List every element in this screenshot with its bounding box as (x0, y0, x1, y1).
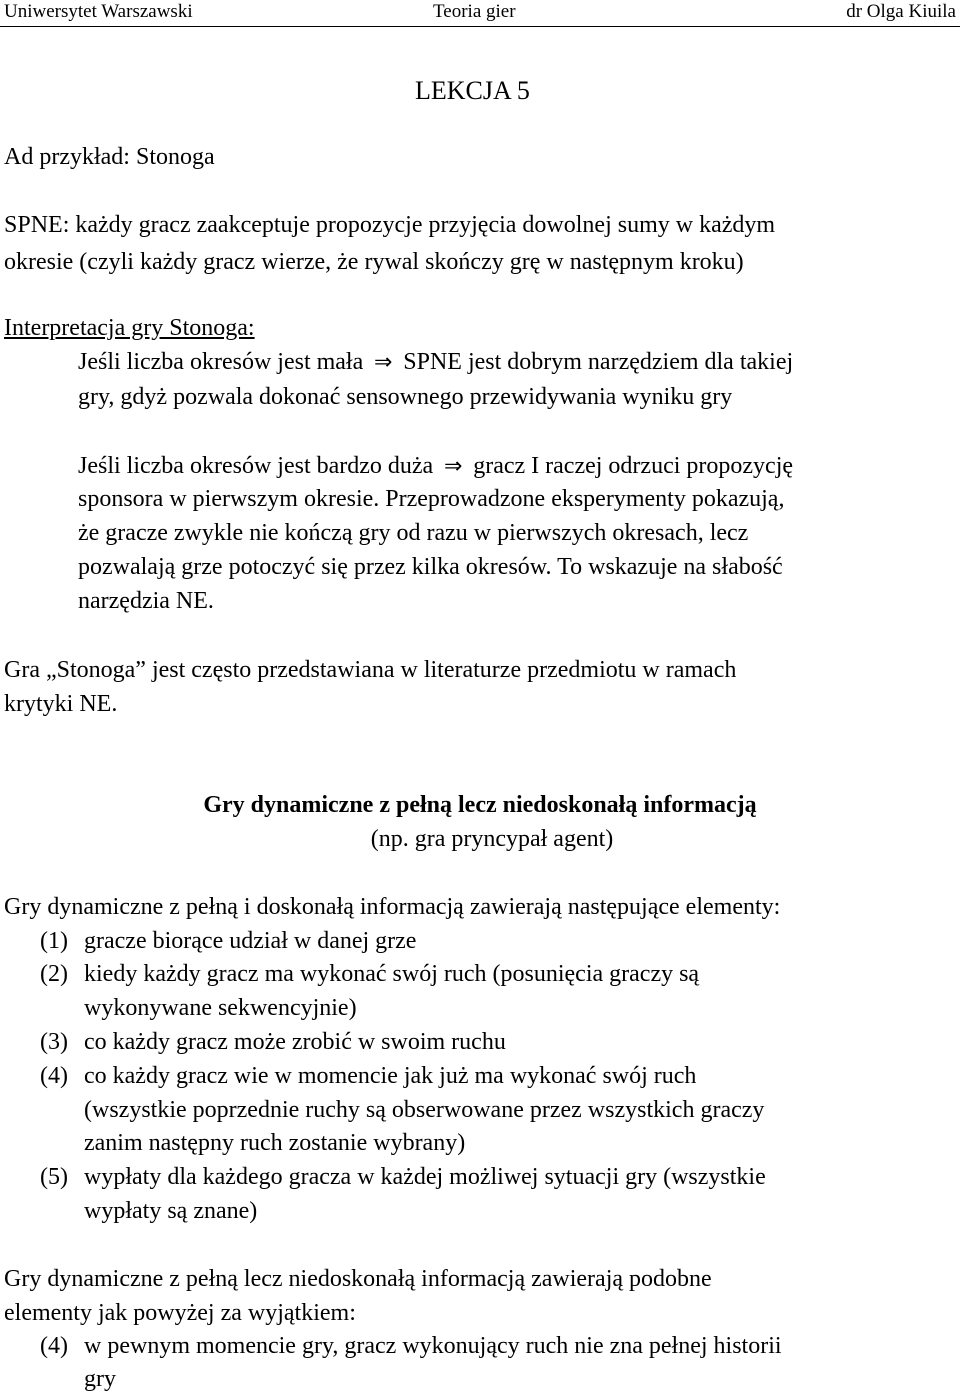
interpretation-p2-line-4: pozwalają grze potoczyć się przez kilka okresów. To wskazuje na słabość (78, 554, 783, 580)
interpretation-p2-line-1 (78, 449, 793, 484)
interpretation-p2-line-2: sponsora w pierwszym okresie. Przeprowadzone eksperymenty pokazują, (78, 486, 785, 512)
spne-line-2: okresie (czyli każdy gracz wierze, że rywal skończy grę w następnym kroku) (4, 249, 744, 275)
list-item-text: co każdy gracz może zrobić w swoim ruchu (84, 1029, 506, 1055)
imperfect-list-item-4 (40, 1329, 782, 1363)
example-title: Ad przykład: Stonoga (4, 144, 215, 170)
section-subtitle: (np. gra pryncypał agent) (370, 826, 614, 852)
list-item-4 (40, 1059, 696, 1093)
page-header (0, 0, 960, 24)
interpretation-p1-line-1 (78, 345, 793, 380)
header-rule (0, 26, 960, 27)
list-item-number: (5) (40, 1164, 68, 1190)
interpretation-p1-line-2: gry, gdyż pozwala dokonać sensownego przewidywania wyniku gry (78, 384, 733, 410)
header-course: Teoria gier (433, 1, 516, 22)
header-university: Uniwersytet Warszawski (4, 1, 193, 22)
list-item-number: (4) (40, 1333, 68, 1359)
p1-condition: Jeśli liczba okresów jest mała (78, 349, 364, 375)
header-author: dr Olga Kiuila (846, 1, 956, 22)
list-item-text: co każdy gracz wie w momencie jak już ma wykonać swój ruch (84, 1063, 697, 1089)
spne-line-1: SPNE: każdy gracz zaakceptuje propozycje przyjęcia dowolnej sumy w każdym (4, 212, 776, 238)
imperfect-info-intro-2: elementy jak powyżej za wyjątkiem: (4, 1300, 356, 1326)
list-item-text: gracze biorące udział w danej grze (84, 928, 417, 954)
list-item-number: (4) (40, 1063, 68, 1089)
interpretation-p2-line-3: że gracze zwykle nie kończą gry od razu w pierwszych okresach, lecz (78, 520, 749, 546)
list-item-text: kiedy każdy gracz ma wykonać swój ruch (posunięcia graczy są (84, 961, 700, 987)
list-item-number: (1) (40, 928, 68, 954)
lesson-title: LEKCJA 5 (415, 76, 530, 105)
interpretation-title: Interpretacja gry Stonoga: (4, 315, 255, 341)
perfect-info-intro: Gry dynamiczne z pełną i doskonałą informacją zawierają następujące elementy: (4, 894, 781, 920)
section-title: Gry dynamiczne z pełną lecz niedoskonałą informacją (203, 792, 757, 818)
list-item-2-continuation: wykonywane sekwencyjnie) (84, 995, 357, 1021)
list-item-1 (40, 924, 416, 958)
implies-arrow-icon: ⇒ (374, 350, 393, 375)
list-item-5 (40, 1160, 766, 1194)
list-item-4-continuation-2: zanim następny ruch zostanie wybrany) (84, 1130, 466, 1156)
implies-arrow-icon: ⇒ (444, 454, 463, 479)
criticism-line-1: Gra „Stonoga” jest często przedstawiana w literaturze przedmiotu w ramach (4, 657, 737, 683)
imperfect-list-item-4-continuation: gry (84, 1366, 116, 1392)
list-item-2 (40, 957, 699, 991)
p1-conclusion: SPNE jest dobrym narzędziem dla takiej (403, 349, 794, 375)
criticism-line-2: krytyki NE. (4, 691, 118, 717)
list-item-number: (3) (40, 1029, 68, 1055)
list-item-4-continuation-1: (wszystkie poprzednie ruchy są obserwowane przez wszystkich graczy (84, 1097, 765, 1123)
list-item-text: wypłaty dla każdego gracza w każdej możliwej sytuacji gry (wszystkie (84, 1164, 766, 1190)
imperfect-info-intro-1: Gry dynamiczne z pełną lecz niedoskonałą informacją zawierają podobne (4, 1266, 712, 1292)
list-item-number: (2) (40, 961, 68, 987)
list-item-3 (40, 1025, 506, 1059)
list-item-5-continuation: wypłaty są znane) (84, 1198, 258, 1224)
list-item-text: w pewnym momencie gry, gracz wykonujący ruch nie zna pełnej historii (84, 1333, 782, 1359)
p2-condition: Jeśli liczba okresów jest bardzo duża (78, 453, 434, 479)
interpretation-p2-line-5: narzędzia NE. (78, 588, 214, 614)
p2-conclusion: gracz I raczej odrzuci propozycję (473, 453, 794, 479)
